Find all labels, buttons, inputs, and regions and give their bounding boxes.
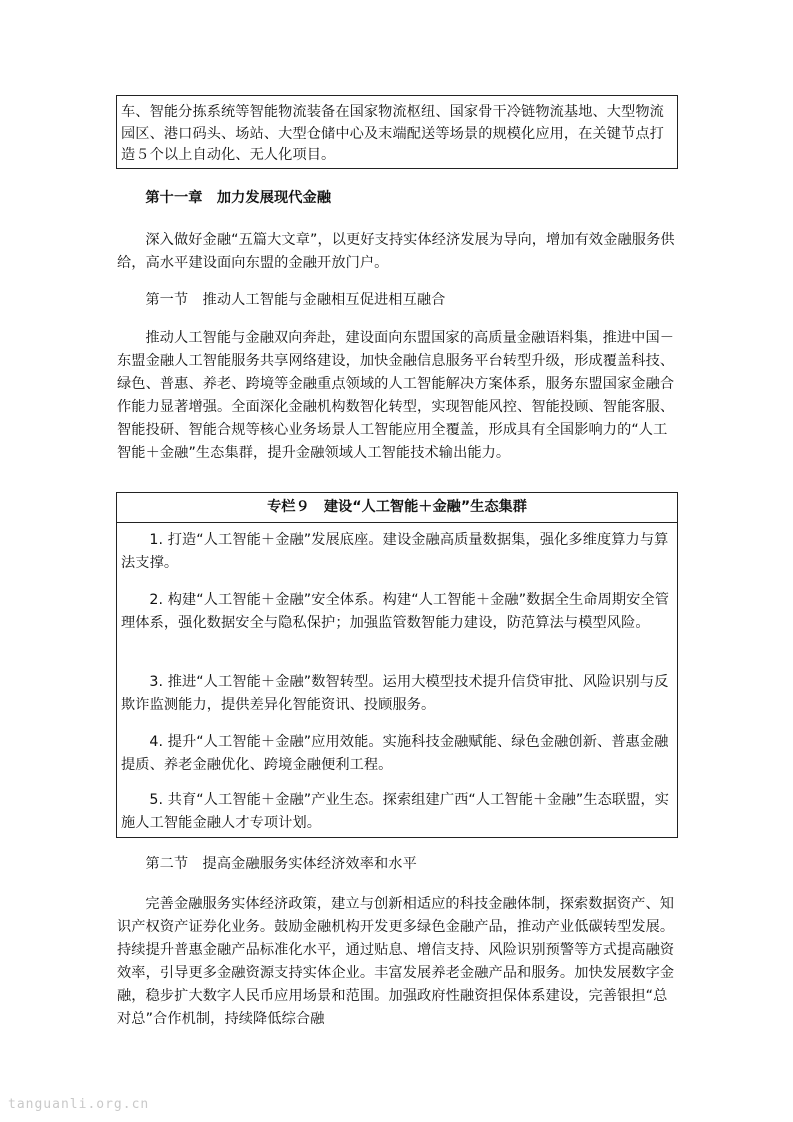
column-item-4 <box>121 731 673 777</box>
column-item-text: 2. 构建“人工智能＋金融”安全体系。构建“人工智能＋金融”数据全生命周期安全管理体系，强化数据安全与隐私保护；加强监管数智能力建设，防范算法与模型风险。 <box>121 592 670 631</box>
column-item-5 <box>121 789 673 835</box>
column-box-title: 专栏９ 建设“人工智能＋金融”生态集群 <box>117 493 677 523</box>
section2-title: 第二节 提高金融服务实体经济效率和水平 <box>145 856 417 872</box>
chapter-intro-paragraph <box>117 229 677 275</box>
column-box-9 <box>116 492 678 838</box>
column-item-1 <box>121 529 673 575</box>
section1-paragraph <box>117 327 677 465</box>
site-watermark: tanguanli.org.cn <box>8 1097 150 1112</box>
section2-heading <box>117 853 677 876</box>
section2-paragraph <box>117 893 677 1031</box>
section1-body-text: 推动人工智能与金融双向奔赴，建设面向东盟国家的高质量金融语料集，推进中国－东盟金融人工智能服务共享网络建设，加快金融信息服务平台转型升级，形成覆盖科技、绿色、普惠、养老、跨境等金融重点领域的人工智能解决方案体系，服务东盟国家金融合作能力显著增强。全面深化金融机构数智化转型，实现智能风控、智能投顾、智能客服、智能投研、智能合规等核心业务场景人工智能应用全覆盖，形成具有全国影响力的“人工智能＋金融”生态集群，提升金融领域人工智能技术输出能力。 <box>117 330 675 461</box>
section1-heading <box>117 289 677 312</box>
column-item-2 <box>121 589 673 635</box>
column-item-text: 3. 推进“人工智能＋金融”数智转型。运用大模型技术提升信贷审批、风险识别与反欺诈监测能力，提供差异化智能资讯、投顾服务。 <box>121 674 669 713</box>
chapter-intro-text: 深入做好金融“五篇大文章”，以更好支持实体经济发展为导向，增加有效金融服务供给，高水平建设面向东盟的金融开放门户。 <box>117 232 675 271</box>
section2-body-text: 完善金融服务实体经济政策，建立与创新相适应的科技金融体制，探索数据资产、知识产权资产证券化业务。鼓励金融机构开发更多绿色金融产品，推动产业低碳转型发展。持续提升普惠金融产品标准化水平，通过贴息、增信支持、风险识别预警等方式提高融资效率，引导更多金融资源支持实体企业。丰富发展养老金融产品和服务。加快发展数字金融，稳步扩大数字人民币应用场景和范围。加强政府性融资担保体系建设，完善银担“总对总”合作机制，持续降低综合融 <box>117 896 675 1027</box>
column-item-text: 1. 打造“人工智能＋金融”发展底座。建设金融高质量数据集，强化多维度算力与算法支撑。 <box>121 532 669 571</box>
section1-title: 第一节 推动人工智能与金融相互促进相互融合 <box>145 292 446 308</box>
column-item-text: 4. 提升“人工智能＋金融”应用效能。实施科技金融赋能、绿色金融创新、普惠金融提质、养老金融优化、跨境金融便利工程。 <box>121 734 669 773</box>
continued-column-box <box>116 95 678 169</box>
column-item-text: 5. 共育“人工智能＋金融”产业生态。探索组建广西“人工智能＋金融”生态联盟，实施人工智能金融人才专项计划。 <box>121 792 670 831</box>
chapter-title: 第十一章 加力发展现代金融 <box>145 190 332 206</box>
chapter-heading <box>117 187 677 210</box>
continued-box-text: 车、智能分拣系统等智能物流装备在国家物流枢纽、国家骨干冷链物流基地、大型物流园区、港口码头、场站、大型仓储中心及末端配送等场景的规模化应用，在关键节点打造５个以上自动化、无人化项目。 <box>121 104 664 163</box>
column-item-3 <box>121 671 673 717</box>
